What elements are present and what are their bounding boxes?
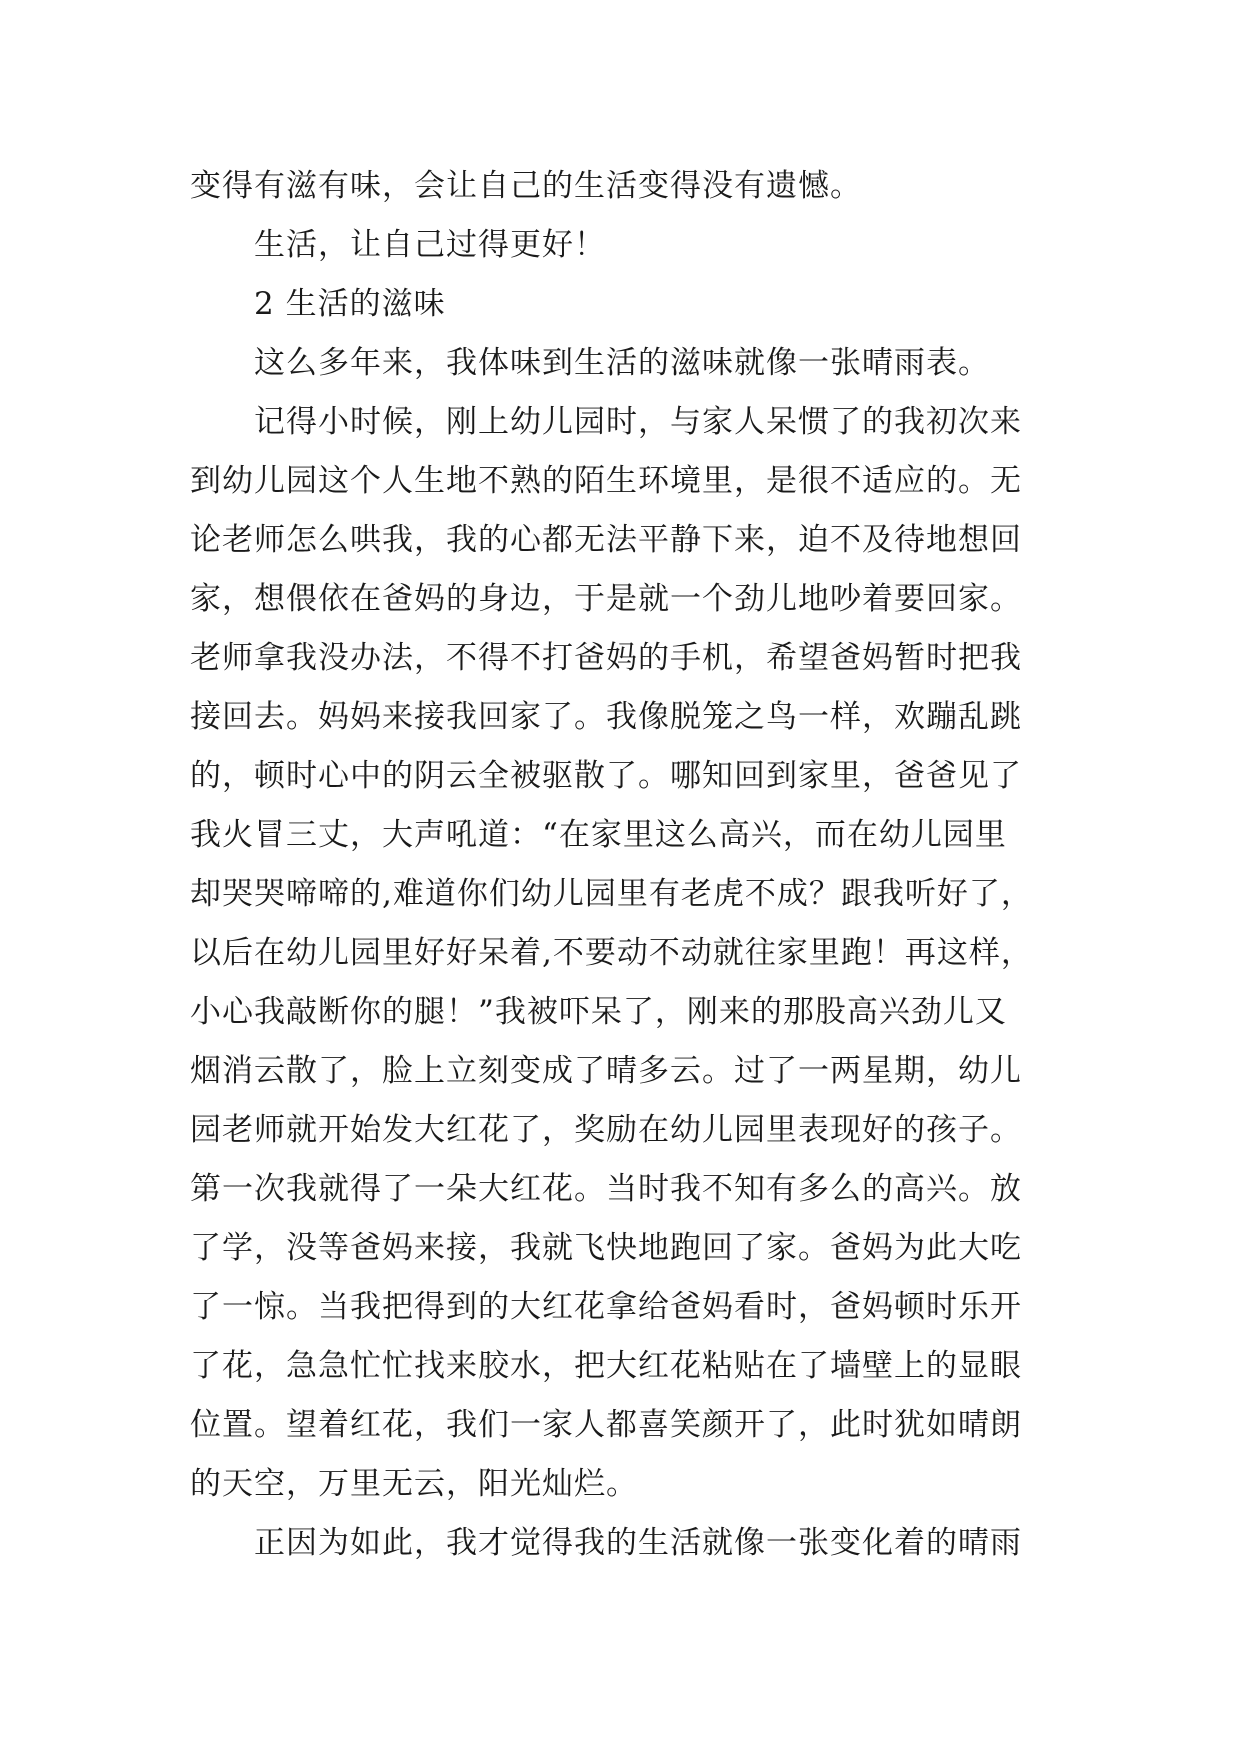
- text-line: 论老师怎么哄我，我的心都无法平静下来，迫不及待地想回: [190, 522, 1022, 558]
- text-line: 了学，没等爸妈来接，我就飞快地跑回了家。爸妈为此大吃: [190, 1230, 1022, 1266]
- text-line: 却哭哭啼啼的,难道你们幼儿园里有老虎不成？跟我听好了，: [190, 876, 1033, 912]
- text-line-paragraph-start: 生活，让自己过得更好！: [254, 227, 606, 263]
- text-line: 园老师就开始发大红花了，奖励在幼儿园里表现好的孩子。: [190, 1112, 1022, 1148]
- text-line: 位置。望着红花，我们一家人都喜笑颜开了，此时犹如晴朗: [190, 1407, 1022, 1443]
- text-line: 我火冒三丈，大声吼道：“在家里这么高兴，而在幼儿园里: [190, 817, 1007, 853]
- text-line: 变得有滋有味，会让自己的生活变得没有遗憾。: [190, 168, 862, 204]
- body-text: [190, 157, 1065, 1573]
- text-line: 老师拿我没办法，不得不打爸妈的手机，希望爸妈暂时把我: [190, 640, 1022, 676]
- text-line: 以后在幼儿园里好好呆着,不要动不动就往家里跑！再这样，: [190, 935, 1033, 971]
- section-heading: 2 生活的滋味: [254, 286, 446, 322]
- text-line: 烟消云散了，脸上立刻变成了晴多云。过了一两星期，幼儿: [190, 1053, 1022, 1089]
- text-line: 了花，急急忙忙找来胶水，把大红花粘贴在了墙壁上的显眼: [190, 1348, 1022, 1384]
- text-line-paragraph-start: 正因为如此，我才觉得我的生活就像一张变化着的晴雨: [254, 1525, 1022, 1561]
- text-line: 的天空，万里无云，阳光灿烂。: [190, 1466, 638, 1502]
- text-line: 接回去。妈妈来接我回家了。我像脱笼之鸟一样，欢蹦乱跳: [190, 699, 1022, 735]
- text-line: 小心我敲断你的腿！”我被吓呆了，刚来的那股高兴劲儿又: [190, 994, 1007, 1030]
- text-line: 了一惊。当我把得到的大红花拿给爸妈看时，爸妈顿时乐开: [190, 1289, 1022, 1325]
- text-line: 第一次我就得了一朵大红花。当时我不知有多么的高兴。放: [190, 1171, 1022, 1207]
- text-line-paragraph-start: 这么多年来，我体味到生活的滋味就像一张晴雨表。: [254, 345, 990, 381]
- text-line: 家，想偎依在爸妈的身边，于是就一个劲儿地吵着要回家。: [190, 581, 1022, 617]
- text-line: 的，顿时心中的阴云全被驱散了。哪知回到家里，爸爸见了: [190, 758, 1022, 794]
- text-line: 到幼儿园这个人生地不熟的陌生环境里，是很不适应的。无: [190, 463, 1022, 499]
- text-line-paragraph-start: 记得小时候，刚上幼儿园时，与家人呆惯了的我初次来: [254, 404, 1022, 440]
